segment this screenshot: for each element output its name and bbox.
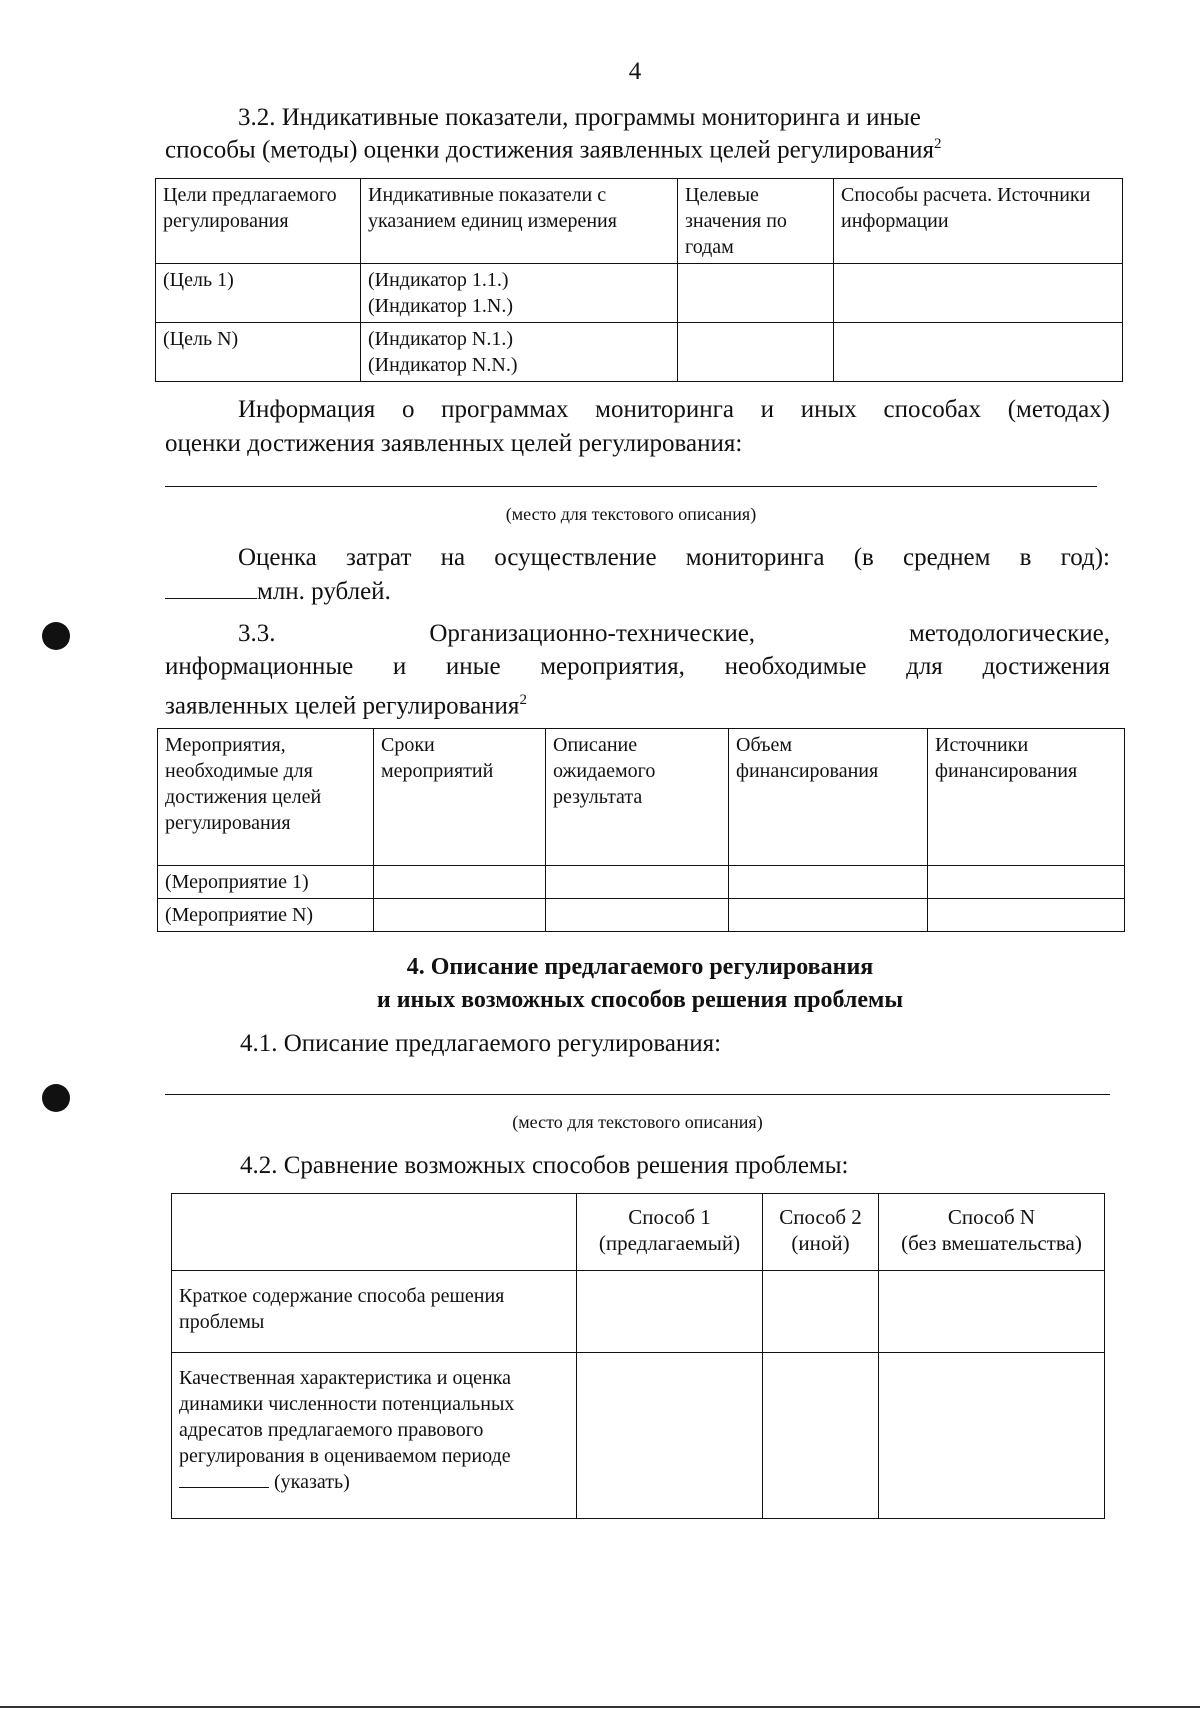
section-3-3-number: 3.3. (238, 620, 276, 647)
table-row (158, 899, 1125, 932)
header-method-2: Способ 2 (иной) (763, 1194, 879, 1271)
table-row (156, 323, 1123, 382)
punch-hole (42, 1084, 70, 1112)
header-target-values: Целевые значения по годам (678, 179, 834, 264)
row-label-summary: Краткое содержание способа решения проблемы (172, 1271, 577, 1353)
empty-cell (374, 899, 546, 932)
section-3-2-heading-line1: 3.2. Индикативные показатели, программы мониторинга и иные (238, 104, 921, 131)
empty-cell (879, 1271, 1105, 1353)
indicator-cell (361, 323, 678, 382)
text-description-line (165, 1094, 1110, 1095)
methods-comparison-table (171, 1193, 1105, 1519)
table-header-row (156, 179, 1123, 264)
blank-field (165, 598, 257, 599)
empty-cell (834, 264, 1123, 323)
section-3-3-part-a: Организационно-технические, (429, 620, 756, 647)
empty-cell (879, 1353, 1105, 1519)
section-4-title-line1: 4. Описание предлагаемого регулирования (406, 954, 874, 980)
header-financing-sources: Источники финансирования (928, 729, 1125, 866)
empty-cell (546, 866, 729, 899)
footnote-mark: 2 (519, 692, 527, 708)
table-row (172, 1353, 1105, 1519)
empty-cell (577, 1271, 763, 1353)
header-calculation-methods: Способы расчета. Источники информации (834, 179, 1123, 264)
empty-cell (763, 1271, 879, 1353)
section-3-3-line3: заявленных целей регулирования$^2$ (165, 692, 527, 720)
section-3-2-heading-line2: способы (методы) оценки достижения заявленных целей регулирования$^2$ (165, 136, 942, 164)
text-description-line (165, 486, 1097, 487)
punch-hole (42, 622, 70, 650)
indicator-a: (Индикатор 1.1.) (368, 269, 509, 291)
footnote-mark: 2 (934, 136, 942, 152)
empty-cell (729, 866, 928, 899)
measure-cell: (Мероприятие N) (158, 899, 374, 932)
indicator-b: (Индикатор 1.N.) (368, 295, 514, 317)
empty-cell (928, 899, 1125, 932)
indicator-a: (Индикатор N.1.) (368, 328, 514, 350)
monitoring-info-line1: Информация о программах мониторинга и иных способах (методах) (238, 396, 1110, 423)
section-3-3-part-b: методологические, (908, 620, 1110, 647)
table-row (172, 1271, 1105, 1353)
section-3-3-line2: информационные и иные мероприятия, необходимые для достижения (165, 653, 1110, 680)
header-measures: Мероприятия, необходимые для достижения целей регулирования (158, 729, 374, 866)
table-row (158, 866, 1125, 899)
header-method-n: Способ N (без вмешательства) (879, 1194, 1105, 1271)
section-3-3-line1 (165, 618, 1110, 650)
cost-estimate-line1: Оценка затрат на осуществление мониторинга (в среднем в год): (238, 544, 1110, 571)
header-financing-volume: Объем финансирования (729, 729, 928, 866)
subsection-4-2: 4.2. Сравнение возможных способов решения проблемы: (240, 1152, 849, 1179)
header-expected-result: Описание ожидаемого результата (546, 729, 729, 866)
indicators-table (155, 178, 1123, 382)
monitoring-info-line2: оценки достижения заявленных целей регулирования: (165, 430, 743, 457)
table-header-row (158, 729, 1125, 866)
measure-cell: (Мероприятие 1) (158, 866, 374, 899)
empty-cell (577, 1353, 763, 1519)
empty-cell (678, 264, 834, 323)
goal-cell: (Цель 1) (156, 264, 361, 323)
indicator-b: (Индикатор N.N.) (368, 354, 518, 376)
scan-edge-line (0, 1706, 1200, 1708)
empty-cell (928, 866, 1125, 899)
header-empty-cell (172, 1194, 577, 1271)
empty-cell (374, 866, 546, 899)
empty-cell (763, 1353, 879, 1519)
subsection-4-1: 4.1. Описание предлагаемого регулирования: (240, 1030, 722, 1057)
empty-cell (729, 899, 928, 932)
page-number: 4 (628, 58, 642, 85)
header-deadlines: Сроки мероприятий (374, 729, 546, 866)
indicator-cell (361, 264, 678, 323)
empty-cell (834, 323, 1123, 382)
empty-cell (678, 323, 834, 382)
header-goals: Цели предлагаемого регулирования (156, 179, 361, 264)
empty-cell (546, 899, 729, 932)
header-method-1: Способ 1 (предлагаемый) (577, 1194, 763, 1271)
row-label-addressees: Качественная характеристика и оценка динамики численности потенциальных адресатов предлагаемого правового регулирования в оцениваемом периоде (указать) (172, 1353, 577, 1519)
blank-field (179, 1487, 269, 1488)
table-header-row (172, 1194, 1105, 1271)
placeholder-caption: (место для текстового описания) (512, 1112, 763, 1132)
goal-cell: (Цель N) (156, 323, 361, 382)
header-indicators: Индикативные показатели с указанием единиц измерения (361, 179, 678, 264)
section-4-title-line2: и иных возможных способов решения проблемы (376, 987, 904, 1013)
cost-estimate-line2: млн. рублей. (165, 576, 391, 608)
placeholder-caption: (место для текстового описания) (505, 504, 757, 524)
measures-table (157, 728, 1125, 932)
table-row (156, 264, 1123, 323)
